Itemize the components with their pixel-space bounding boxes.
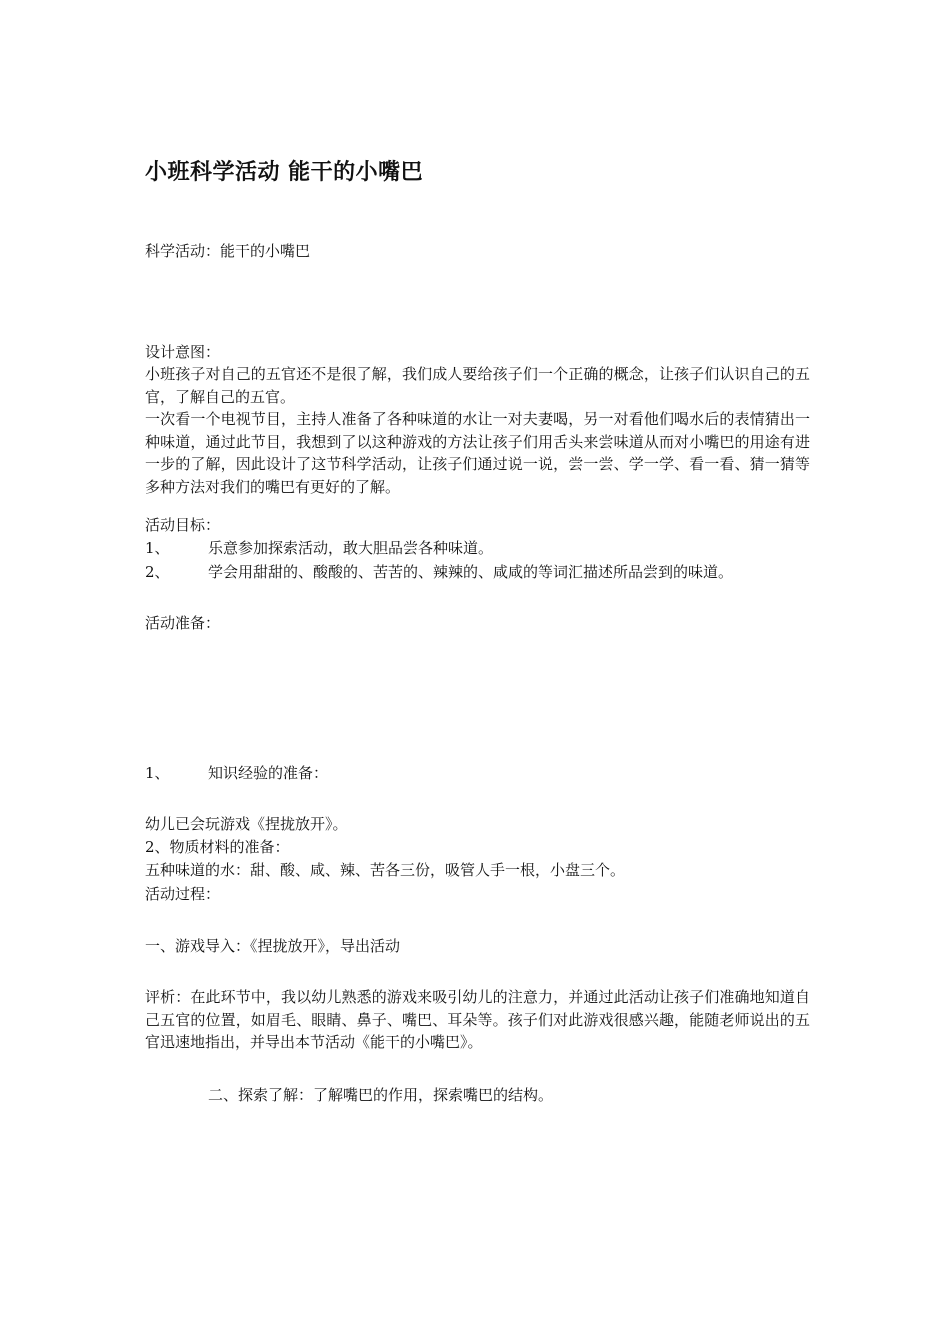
goals-heading: 活动目标：	[145, 516, 221, 534]
goal-text: 乐意参加探索活动，敢大胆品尝各种味道。	[208, 539, 494, 557]
prep-item-1	[145, 762, 810, 784]
document-title: 小班科学活动 能干的小嘴巴	[145, 160, 424, 185]
process-heading: 活动过程：	[145, 885, 221, 903]
prep-item-2-detail: 五种味道的水：甜、酸、咸、辣、苦各三份，吸管人手一根，小盘三个。	[145, 861, 626, 879]
goal-number: 2、	[145, 563, 170, 581]
subtitle: 科学活动：能干的小嘴巴	[145, 242, 311, 260]
design-paragraph-2: 一次看一个电视节目，主持人准备了各种味道的水让一对夫妻喝，另一对看他们喝水后的表情猜出一种味道，通过此节目，我想到了以这种游戏的方法让孩子们用舌头来尝味道从而对小嘴巴的用途有进一步的了解，因此设计了这节科学活动，让孩子们通过说一说，尝一尝、学一学、看一看、猜一猜等多种方法对我们的嘴巴有更好的了解。	[145, 410, 810, 496]
goal-text: 学会用甜甜的、酸酸的、苦苦的、辣辣的、咸咸的等词汇描述所品尝到的味道。	[208, 563, 734, 581]
prep-item-1-detail: 幼儿已会玩游戏《捏拢放开》。	[145, 815, 348, 833]
prep-item-2: 2、物质材料的准备：	[145, 838, 290, 856]
prep-item-1-text: 知识经验的准备：	[208, 764, 329, 782]
goal-number: 1、	[145, 539, 170, 557]
goal-item-2	[145, 561, 810, 583]
process-step-2: 二、探索了解：了解嘴巴的作用，探索嘴巴的结构。	[208, 1086, 554, 1104]
process-step-1: 一、游戏导入：《捏拢放开》，导出活动	[145, 937, 401, 955]
design-heading: 设计意图：	[145, 343, 221, 361]
prep-heading: 活动准备：	[145, 614, 221, 632]
goal-item-1	[145, 537, 810, 559]
prep-number: 1、	[145, 764, 170, 782]
design-paragraph-1: 小班孩子对自己的五官还不是很了解，我们成人要给孩子们一个正确的概念，让孩子们认识自己的五官，了解自己的五官。	[145, 365, 810, 406]
comment-paragraph: 评析：在此环节中，我以幼儿熟悉的游戏来吸引幼儿的注意力，并通过此活动让孩子们准确地知道自己五官的位置，如眉毛、眼睛、鼻子、嘴巴、耳朵等。孩子们对此游戏很感兴趣，能随老师说出的五官迅速地指出，并导出本节活动《能干的小嘴巴》。	[145, 988, 810, 1051]
